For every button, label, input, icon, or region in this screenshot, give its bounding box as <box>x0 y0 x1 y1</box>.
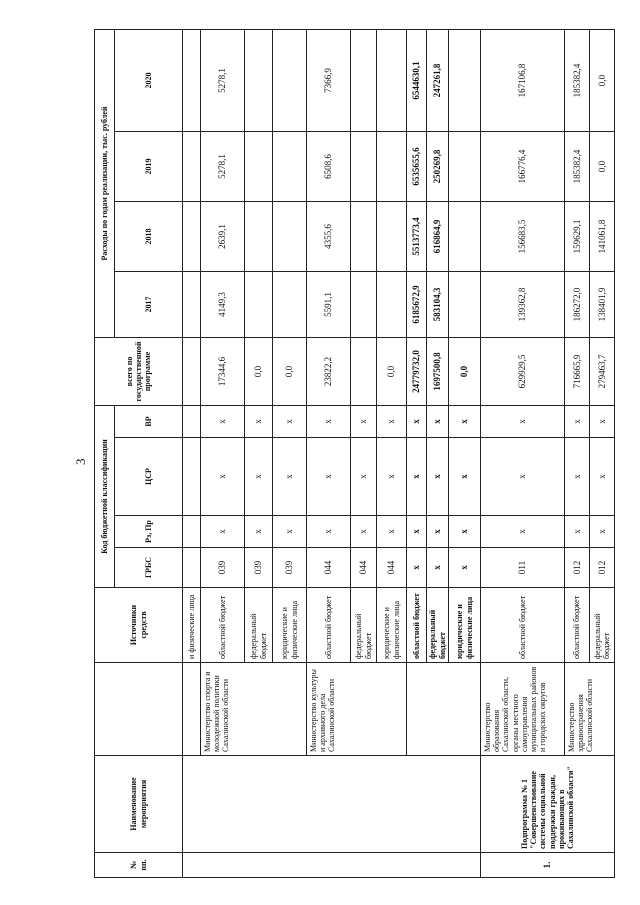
grbs-cell: х <box>448 547 481 588</box>
year-2019-cell <box>182 131 201 202</box>
year-2020-cell <box>182 29 201 132</box>
row-num: 1. <box>480 852 615 878</box>
year-2019-cell: 250269,8 <box>426 131 449 202</box>
year-2017-cell: 583104,3 <box>426 271 449 338</box>
year-2020-cell: 247261,8 <box>426 29 449 132</box>
csr-cell: х <box>564 437 590 516</box>
csr-cell: х <box>480 437 565 516</box>
responsible-org: Министерство здравоохранения Сахалинской области <box>564 662 615 756</box>
grbs-cell: 044 <box>306 547 351 588</box>
header-year-2017: 2017 <box>114 271 183 338</box>
csr-cell: х <box>406 437 427 516</box>
vr-cell: х <box>350 405 377 438</box>
year-2018-cell: 156683,5 <box>480 201 565 272</box>
rzpr-cell: х <box>200 515 245 548</box>
responsible-org: Министерство образования Сахалинской области, органы местного самоуправления муниципальных районов и городских округов <box>480 662 565 756</box>
total-cell: 24779732,0 <box>406 337 427 406</box>
year-2019-cell <box>244 131 273 202</box>
csr-cell: х <box>426 437 449 516</box>
total-cell: 1697500,8 <box>426 337 449 406</box>
total-cell: 0,0 <box>376 337 407 406</box>
year-2020-cell: 7366,9 <box>306 29 351 132</box>
total-cell: 716665,9 <box>564 337 590 406</box>
year-2017-cell: 5591,1 <box>306 271 351 338</box>
year-2019-cell: 6535655,6 <box>406 131 427 202</box>
total-cell: 0,0 <box>244 337 273 406</box>
vr-cell: х <box>426 405 449 438</box>
source-cell: юридические и физические лица <box>448 587 481 663</box>
rzpr-cell: х <box>306 515 351 548</box>
year-2017-cell: 4149,3 <box>200 271 245 338</box>
row-num <box>182 852 481 878</box>
year-2018-cell <box>244 201 273 272</box>
grbs-cell: 039 <box>200 547 245 588</box>
vr-cell: х <box>480 405 565 438</box>
year-2019-cell: 0,0 <box>589 131 615 202</box>
year-2020-cell <box>448 29 481 132</box>
vr-cell: х <box>406 405 427 438</box>
year-2017-cell: 139362,8 <box>480 271 565 338</box>
year-2017-cell <box>376 271 407 338</box>
source-cell: областной бюджет <box>200 587 245 663</box>
year-2018-cell <box>350 201 377 272</box>
total-cell: 17344,6 <box>200 337 245 406</box>
rzpr-cell: х <box>564 515 590 548</box>
header-name: Наименование мероприятия <box>94 755 183 853</box>
rzpr-cell: х <box>448 515 481 548</box>
year-2017-cell <box>244 271 273 338</box>
csr-cell: х <box>306 437 351 516</box>
rzpr-cell: х <box>426 515 449 548</box>
header-csr: ЦСР <box>114 437 183 516</box>
grbs-cell: х <box>426 547 449 588</box>
grbs-cell: х <box>406 547 427 588</box>
activity-name <box>182 755 481 853</box>
total-cell: 629929,5 <box>480 337 565 406</box>
source-cell: федеральный бюджет <box>244 587 273 663</box>
rzpr-cell: х <box>589 515 615 548</box>
year-2017-cell: 138401,9 <box>589 271 615 338</box>
source-cell: федеральный бюджет <box>589 587 615 663</box>
header-years-group: Расходы по годам реализации, тыс. рублей <box>94 29 115 338</box>
responsible-org: Министерство культуры и архивного дела Сахалинской области <box>306 662 407 756</box>
vr-cell: х <box>244 405 273 438</box>
total-cell: 279463,7 <box>589 337 615 406</box>
year-2018-cell <box>182 201 201 272</box>
year-2019-cell <box>272 131 307 202</box>
csr-cell: х <box>244 437 273 516</box>
vr-cell: х <box>306 405 351 438</box>
vr-cell: х <box>272 405 307 438</box>
source-cell: областной бюджет <box>564 587 590 663</box>
vr-cell: х <box>589 405 615 438</box>
responsible-org: Министерство спорта и молодежной политики Сахалинской области <box>200 662 307 756</box>
year-2020-cell: 0,0 <box>589 29 615 132</box>
year-2020-cell <box>376 29 407 132</box>
header-kbk-group: Код бюджетной классификации <box>94 405 115 588</box>
year-2019-cell: 166776,4 <box>480 131 565 202</box>
year-2020-cell <box>244 29 273 132</box>
page-number: 3 <box>73 458 88 465</box>
csr-cell: х <box>589 437 615 516</box>
year-2019-cell: 185382,4 <box>564 131 590 202</box>
year-2019-cell <box>376 131 407 202</box>
year-2017-cell: 6185672,9 <box>406 271 427 338</box>
year-2018-cell: 4355,6 <box>306 201 351 272</box>
vr-cell: х <box>376 405 407 438</box>
header-grbs: ГРБС <box>114 547 183 588</box>
year-2017-cell <box>272 271 307 338</box>
source-cell: областной бюджет <box>306 587 351 663</box>
total-cell: 0,0 <box>272 337 307 406</box>
year-2017-cell <box>182 271 201 338</box>
rzpr-cell: х <box>244 515 273 548</box>
csr-cell: х <box>448 437 481 516</box>
year-2018-cell: 2639,1 <box>200 201 245 272</box>
year-2018-cell: 616864,9 <box>426 201 449 272</box>
year-2018-cell: 141061,8 <box>589 201 615 272</box>
year-2017-cell: 186272,0 <box>564 271 590 338</box>
year-2020-cell <box>272 29 307 132</box>
budget-table <box>95 29 615 877</box>
header-responsible <box>94 662 183 756</box>
rzpr-cell: х <box>406 515 427 548</box>
year-2018-cell <box>272 201 307 272</box>
header-year-2020: 2020 <box>114 29 183 132</box>
source-cell: областной бюджет <box>480 587 565 663</box>
csr-cell: х <box>376 437 407 516</box>
header-vr: ВР <box>114 405 183 438</box>
activity-name: Подпрограмма № 1 "Совершенствование системы социальной поддержки граждан, проживающих в Сахалинской области" <box>480 755 615 853</box>
source-cell: федеральный бюджет <box>426 587 449 663</box>
year-2020-cell: 6544630,1 <box>406 29 427 132</box>
year-2020-cell: 5278,1 <box>200 29 245 132</box>
source-cell: юридические и физические лица <box>376 587 407 663</box>
year-2017-cell <box>350 271 377 338</box>
year-2020-cell <box>350 29 377 132</box>
rzpr-cell <box>182 515 201 548</box>
year-2020-cell: 185382,4 <box>564 29 590 132</box>
year-2018-cell: 5513773,4 <box>406 201 427 272</box>
header-rzpr: Рз, Пр <box>114 515 183 548</box>
year-2020-cell: 167106,8 <box>480 29 565 132</box>
header-total: всего по государственной программе <box>94 337 183 406</box>
responsible-org <box>182 662 201 756</box>
source-cell: областной бюджет <box>406 587 427 663</box>
year-2019-cell: 6508,6 <box>306 131 351 202</box>
year-2018-cell <box>448 201 481 272</box>
source-cell: федеральный бюджет <box>350 587 377 663</box>
total-cell <box>182 337 201 406</box>
year-2017-cell <box>448 271 481 338</box>
rzpr-cell: х <box>272 515 307 548</box>
vr-cell: х <box>564 405 590 438</box>
source-cell: и физические лица <box>182 587 201 663</box>
grbs-cell: 039 <box>272 547 307 588</box>
grbs-cell: 012 <box>564 547 590 588</box>
year-2018-cell: 159629,1 <box>564 201 590 272</box>
vr-cell <box>182 405 201 438</box>
csr-cell: х <box>200 437 245 516</box>
total-cell: 0,0 <box>448 337 481 406</box>
csr-cell <box>182 437 201 516</box>
grbs-cell: 044 <box>376 547 407 588</box>
grbs-cell: 039 <box>244 547 273 588</box>
header-year-2018: 2018 <box>114 201 183 272</box>
responsible-org <box>406 662 481 756</box>
source-cell: юридические и физические лица <box>272 587 307 663</box>
rzpr-cell: х <box>480 515 565 548</box>
total-cell: 23822,2 <box>306 337 351 406</box>
grbs-cell: 044 <box>350 547 377 588</box>
header-num: № пп. <box>94 852 183 878</box>
year-2019-cell <box>448 131 481 202</box>
total-cell <box>350 337 377 406</box>
csr-cell: х <box>272 437 307 516</box>
grbs-cell <box>182 547 201 588</box>
rzpr-cell: х <box>376 515 407 548</box>
header-year-2019: 2019 <box>114 131 183 202</box>
header-source: Источники средств <box>94 587 183 663</box>
csr-cell: х <box>350 437 377 516</box>
year-2019-cell <box>350 131 377 202</box>
vr-cell: х <box>200 405 245 438</box>
grbs-cell: 011 <box>480 547 565 588</box>
vr-cell: х <box>448 405 481 438</box>
year-2018-cell <box>376 201 407 272</box>
rzpr-cell: х <box>350 515 377 548</box>
grbs-cell: 012 <box>589 547 615 588</box>
year-2019-cell: 5278,1 <box>200 131 245 202</box>
